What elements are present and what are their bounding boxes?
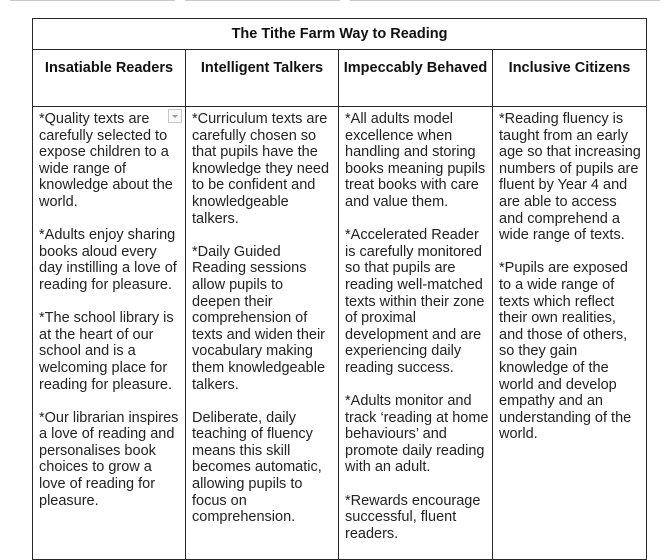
cell-impeccably-behaved[interactable] xyxy=(339,107,493,560)
top-rule-right xyxy=(350,0,660,1)
paragraph: *Adults monitor and track ‘reading at home behaviours’ and promote daily reading with an adult. xyxy=(345,393,489,476)
paragraph: *Accelerated Reader is carefully monitored so that pupils are reading well-matched texts within their zone of proximal development and are experiencing daily reading success. xyxy=(345,227,485,376)
paragraph: *Our librarian inspires a love of reading and personalises book choices to grow a love of reading for pleasure. xyxy=(39,409,179,509)
paragraph: *Reading fluency is taught from an early age so that increasing numbers of pupils are fluent by Year 4 and are able to access and comprehend a wide range of texts. xyxy=(499,111,641,244)
cell-insatiable-readers[interactable] xyxy=(33,107,186,560)
paragraph: *The school library is at the heart of our school and is a welcoming place for reading for pleasure. xyxy=(39,310,174,393)
paragraph: *Adults enjoy sharing books aloud every day instilling a love of reading for pleasure. xyxy=(39,227,177,293)
paragraph: *Quality texts are carefully selected to expose children to a wide range of knowledge about the world. xyxy=(39,111,173,210)
top-rule-mid xyxy=(185,0,340,1)
column-heading-intelligent-talkers: Intelligent Talkers xyxy=(186,50,339,107)
column-heading-insatiable-readers: Insatiable Readers xyxy=(33,50,186,107)
paragraph: Deliberate, daily teaching of fluency means this skill becomes automatic, allowing pupils to focus on comprehension. xyxy=(192,409,322,526)
paragraph: *Rewards encourage successful, fluent readers. xyxy=(345,492,481,542)
reading-table xyxy=(32,18,647,560)
table-title: The Tithe Farm Way to Reading xyxy=(33,19,647,50)
top-rule-left xyxy=(10,0,175,1)
paragraph: *Pupils are exposed to a wide range of texts which reflect their own realities, and those of others, so they gain knowledge of the world and develop empathy and an understanding of the world. xyxy=(499,260,632,443)
dropdown-arrow-icon[interactable] xyxy=(168,109,182,123)
cell-inclusive-citizens[interactable] xyxy=(493,107,647,560)
column-heading-inclusive-citizens: Inclusive Citizens xyxy=(493,50,647,107)
body-row xyxy=(33,107,647,560)
column-heading-impeccably-behaved: Impeccably Behaved xyxy=(339,50,493,107)
paragraph: *Curriculum texts are carefully chosen so that pupils have the knowledge they need to be confident and knowledgeable talkers. xyxy=(192,111,330,227)
cell-intelligent-talkers[interactable] xyxy=(186,107,339,560)
header-row xyxy=(33,50,647,107)
title-row xyxy=(33,19,647,50)
paragraph: *Daily Guided Reading sessions allow pupils to deepen their comprehension of texts and widen their vocabulary making them knowledgeable talkers. xyxy=(192,243,326,393)
paragraph: *All adults model excellence when handling and storing books meaning pupils treat books with care and value them. xyxy=(345,111,486,210)
